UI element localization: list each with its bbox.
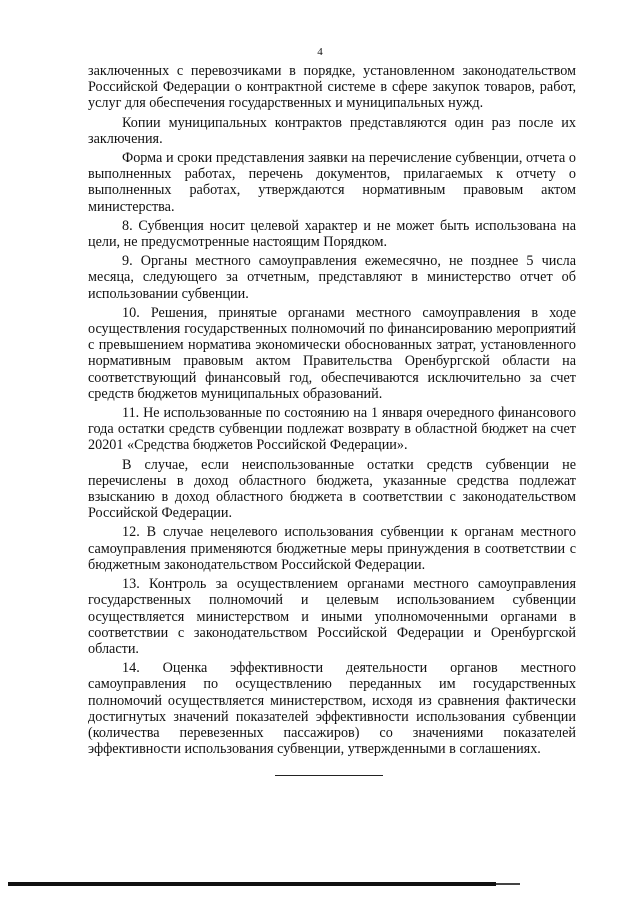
paragraph-continuation: заключенных с перевозчиками в порядке, установленном законодательством Российской Федерации о контрактной системе в сфере закупок товаров, работ, услуг для обеспечения государственных и муниципальных нужд. bbox=[88, 63, 576, 112]
paragraph-item-9: 9. Органы местного самоуправления ежемесячно, не позднее 5 числа месяца, следующего за отчетным, представляют в министерство отчет об использовании субвенции. bbox=[88, 253, 576, 302]
paragraph-application-form: Форма и сроки представления заявки на перечисление субвенции, отчета о выполненных работах, перечень документов, прилагаемых к отчету о выполненных работах, утверждаются нормативным правовым актом министерства. bbox=[88, 150, 576, 215]
scan-edge-bar-tail bbox=[496, 883, 520, 885]
paragraph-contract-copies: Копии муниципальных контрактов представляются один раз после их заключения. bbox=[88, 114, 576, 147]
paragraph-unspent-balance: В случае, если неиспользованные остатки средств субвенции не перечислены в доход областного бюджета, указанные средства подлежат взысканию в доход областного бюджета в соответствии с законодательством Российской Федерации. bbox=[88, 456, 576, 522]
scan-edge-bar bbox=[8, 882, 496, 886]
paragraph-item-8: 8. Субвенция носит целевой характер и не может быть использована на цели, не предусмотренные настоящим Порядком. bbox=[88, 217, 576, 251]
paragraph-item-12: 12. В случае нецелевого использования субвенции к органам местного самоуправления применяются бюджетные меры принуждения в соответствии с бюджетным законодательством Российской Федерации. bbox=[88, 524, 576, 573]
end-of-text-rule bbox=[275, 775, 383, 776]
paragraph-item-11: 11. Не использованные по состоянию на 1 января очередного финансового года остатки средств субвенции подлежат возврату в областной бюджет на счет 20201 «Средства бюджетов Российской Федерации». bbox=[88, 405, 576, 454]
page-number: 4 bbox=[317, 46, 323, 58]
paragraph-item-10: 10. Решения, принятые органами местного самоуправления в ходе осуществления государственных полномочий по финансированию мероприятий с превышением норматива экономически обоснованных затрат, установленного нормативным правовым актом Правительства Оренбургской области на соответствующий финансовый год, обеспечиваются исключительно за счет средств бюджетов муниципальных образований. bbox=[88, 304, 576, 402]
paragraph-item-13: 13. Контроль за осуществлением органами местного самоуправления государственных полномочий и целевым использованием субвенции осуществляется министерством и иными уполномоченными органами в соответствии с законодательством Российской Федерации и Оренбургской области. bbox=[88, 576, 576, 657]
document-body bbox=[88, 63, 576, 757]
paragraph-item-14: 14. Оценка эффективности деятельности органов местного самоуправления по осуществлению переданных им государственных полномочий осуществляется министерством, исходя из сравнения фактически достигнутых значений показателей эффективности использования субвенции (количества перевезенных пассажиров) со значениями показателей эффективности использования субвенции, утвержденными в соглашениях. bbox=[88, 660, 576, 758]
